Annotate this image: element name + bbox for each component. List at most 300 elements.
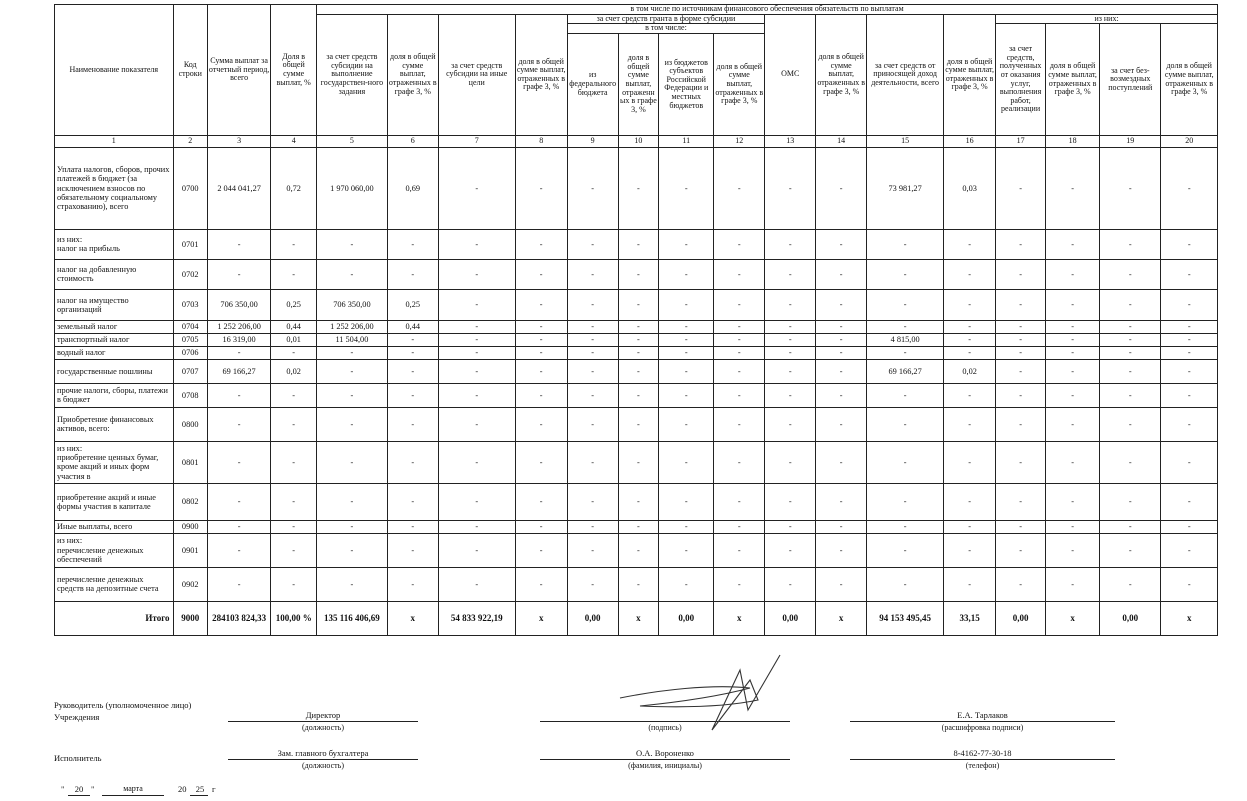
date-year-line <box>190 795 208 796</box>
table-cell: - <box>1100 333 1161 346</box>
row-code: 0802 <box>173 483 207 520</box>
table-cell: - <box>1161 346 1218 359</box>
table-cell: 1 970 060,00 <box>317 147 388 229</box>
column-number: 17 <box>996 135 1046 147</box>
head-position-line <box>228 721 418 722</box>
table-cell: - <box>618 289 659 320</box>
table-cell: - <box>765 147 816 229</box>
table-cell: - <box>207 383 270 407</box>
table-cell: - <box>317 441 388 483</box>
table-cell: - <box>816 441 867 483</box>
table-cell: - <box>317 520 388 533</box>
row-code: 9000 <box>173 601 207 635</box>
table-cell: - <box>765 333 816 346</box>
executor-phone-caption: (телефон) <box>965 761 1000 770</box>
table-cell: - <box>1161 320 1218 333</box>
table-cell: - <box>387 441 438 483</box>
row-code: 0900 <box>173 520 207 533</box>
table-cell: - <box>659 359 714 383</box>
table-cell: - <box>816 229 867 259</box>
column-number: 8 <box>515 135 567 147</box>
table-cell: - <box>387 533 438 567</box>
table-cell: - <box>567 520 618 533</box>
indicator-name: перечисление денежных средств на депозитные счета <box>55 567 174 601</box>
indicator-name: земельный налог <box>55 320 174 333</box>
table-cell: - <box>659 567 714 601</box>
table-cell: - <box>1161 147 1218 229</box>
table-cell: - <box>618 383 659 407</box>
table-cell: - <box>207 407 270 441</box>
table-cell: - <box>765 320 816 333</box>
column-number: 2 <box>173 135 207 147</box>
table-cell: - <box>714 520 765 533</box>
table-row <box>55 567 1218 601</box>
table-cell: - <box>1161 407 1218 441</box>
column-number: 19 <box>1100 135 1161 147</box>
table-cell: - <box>567 483 618 520</box>
table-cell: - <box>438 533 515 567</box>
table-cell: 0,25 <box>271 289 317 320</box>
table-cell: - <box>996 383 1046 407</box>
column-number: 4 <box>271 135 317 147</box>
table-cell: - <box>659 259 714 289</box>
table-cell: - <box>317 259 388 289</box>
table-cell: - <box>1100 289 1161 320</box>
table-cell: - <box>867 320 944 333</box>
column-number: 13 <box>765 135 816 147</box>
header-services: за счет средств, полученных от оказания услуг, выполнения работ, реализации <box>996 24 1046 136</box>
table-cell: - <box>659 520 714 533</box>
indicator-name: из них: приобретение ценных бумаг, кроме акций и иных форм участия в <box>55 441 174 483</box>
table-cell: - <box>515 359 567 383</box>
table-cell: - <box>944 383 996 407</box>
date-suffix: г <box>212 784 216 794</box>
table-cell: 4 815,00 <box>867 333 944 346</box>
table-cell: - <box>996 533 1046 567</box>
table-cell: 0,25 <box>387 289 438 320</box>
table-cell: - <box>765 520 816 533</box>
table-cell: - <box>317 383 388 407</box>
table-cell: - <box>515 483 567 520</box>
table-cell: 54 833 922,19 <box>438 601 515 635</box>
table-cell: - <box>714 407 765 441</box>
table-cell: - <box>1046 567 1100 601</box>
table-cell: 0,03 <box>944 147 996 229</box>
table-row <box>55 601 1218 635</box>
indicator-name: приобретение акций и иные формы участия в капитале <box>55 483 174 520</box>
table-cell: - <box>567 259 618 289</box>
table-cell: - <box>387 383 438 407</box>
table-cell: - <box>659 407 714 441</box>
table-cell: - <box>765 383 816 407</box>
table-cell: - <box>816 483 867 520</box>
table-cell: - <box>1161 289 1218 320</box>
table-cell: - <box>1100 346 1161 359</box>
head-sign-caption: (подпись) <box>648 723 682 732</box>
table-cell: - <box>515 147 567 229</box>
table-cell: 16 319,00 <box>207 333 270 346</box>
header-share-g3: доля в общей сумме выплат, отраженных в графе 3, % <box>1161 24 1218 136</box>
table-cell: 706 350,00 <box>317 289 388 320</box>
table-cell: - <box>659 346 714 359</box>
table-cell: - <box>438 289 515 320</box>
table-cell: - <box>1046 359 1100 383</box>
table-cell: - <box>438 346 515 359</box>
row-code: 0902 <box>173 567 207 601</box>
table-cell: - <box>765 441 816 483</box>
table-cell: - <box>1100 359 1161 383</box>
table-cell: - <box>714 147 765 229</box>
table-cell: - <box>867 346 944 359</box>
header-income: за счет средств от приносящей доход деятельности, всего <box>867 14 944 135</box>
table-cell: - <box>438 359 515 383</box>
table-row <box>55 483 1218 520</box>
table-cell: - <box>387 567 438 601</box>
table-cell: - <box>816 259 867 289</box>
table-cell: - <box>317 346 388 359</box>
table-cell: - <box>944 441 996 483</box>
table-cell: - <box>1161 333 1218 346</box>
head-name-caption: (расшифровка подписи) <box>941 723 1024 732</box>
table-cell: - <box>515 333 567 346</box>
table-cell: 0,00 <box>765 601 816 635</box>
table-cell: - <box>271 533 317 567</box>
table-cell: - <box>1046 533 1100 567</box>
table-cell: - <box>438 483 515 520</box>
head-label-1: Руководитель (уполномоченное лицо) <box>54 700 192 710</box>
table-cell: - <box>271 407 317 441</box>
table-cell: - <box>659 441 714 483</box>
executor-name-line <box>540 759 790 760</box>
table-cell: - <box>567 289 618 320</box>
table-cell: - <box>515 383 567 407</box>
table-cell: - <box>618 320 659 333</box>
table-cell: - <box>271 441 317 483</box>
row-code: 0702 <box>173 259 207 289</box>
report-sheet <box>54 4 1218 636</box>
head-name: Е.А. Тарлаков <box>957 710 1008 720</box>
indicator-name: Иные выплаты, всего <box>55 520 174 533</box>
table-cell: - <box>944 320 996 333</box>
header-federal: из федерального бюджета <box>567 33 618 135</box>
row-code: 0801 <box>173 441 207 483</box>
table-cell: 0,44 <box>387 320 438 333</box>
header-total: Сумма выплат за отчетный период, всего <box>207 5 270 136</box>
table-cell: - <box>944 407 996 441</box>
head-position-caption: (должность) <box>302 723 344 732</box>
table-row <box>55 346 1218 359</box>
row-code: 0701 <box>173 229 207 259</box>
header-grants: за счет без-возмездных поступлений <box>1100 24 1161 136</box>
header-share-g3-short: доля в общей сумме выплат, отраженных в графе 3, % <box>618 33 659 135</box>
handwritten-signature <box>600 650 790 735</box>
table-cell: - <box>944 567 996 601</box>
table-cell: - <box>816 320 867 333</box>
table-cell: - <box>816 407 867 441</box>
header-oms: ОМС <box>765 14 816 135</box>
header-incl: в том числе: <box>567 24 765 34</box>
column-number: 11 <box>659 135 714 147</box>
indicator-name: транспортный налог <box>55 333 174 346</box>
table-cell: 33,15 <box>944 601 996 635</box>
header-share: Доля в общей сумме выплат, % <box>271 5 317 136</box>
table-cell: 11 504,00 <box>317 333 388 346</box>
table-cell: - <box>271 259 317 289</box>
column-number: 7 <box>438 135 515 147</box>
table-cell: - <box>1046 147 1100 229</box>
table-cell: - <box>765 533 816 567</box>
table-cell: - <box>996 483 1046 520</box>
table-cell: - <box>515 407 567 441</box>
header-share-g3: доля в общей сумме выплат, отраженных в графе 3, % <box>944 14 996 135</box>
table-cell: - <box>996 259 1046 289</box>
header-share-g3: доля в общей сумме выплат, отраженных в графе 3, % <box>387 14 438 135</box>
table-cell: - <box>996 289 1046 320</box>
table-row <box>55 289 1218 320</box>
table-cell: - <box>765 259 816 289</box>
table-cell: 0,44 <box>271 320 317 333</box>
indicator-name: водный налог <box>55 346 174 359</box>
date-century: 20 <box>178 784 187 794</box>
table-cell: - <box>944 346 996 359</box>
table-cell: - <box>996 407 1046 441</box>
table-cell: - <box>996 320 1046 333</box>
table-cell: - <box>1161 359 1218 383</box>
indicator-name: государственные пошлины <box>55 359 174 383</box>
table-cell: 706 350,00 <box>207 289 270 320</box>
table-row <box>55 259 1218 289</box>
table-cell: - <box>271 567 317 601</box>
table-cell: - <box>1046 320 1100 333</box>
table-cell: - <box>271 229 317 259</box>
header-code: Код строки <box>173 5 207 136</box>
table-cell: - <box>438 407 515 441</box>
table-cell: - <box>659 483 714 520</box>
table-cell: - <box>271 520 317 533</box>
table-cell: - <box>567 147 618 229</box>
date-month: марта <box>123 784 143 793</box>
table-cell: 100,00 % <box>271 601 317 635</box>
table-cell: - <box>1100 567 1161 601</box>
table-cell: - <box>659 383 714 407</box>
table-cell: x <box>515 601 567 635</box>
table-cell: - <box>1046 383 1100 407</box>
table-cell: x <box>618 601 659 635</box>
header-sources: в том числе по источникам финансового обеспечения обязательств по выплатам <box>317 5 1218 15</box>
table-cell: - <box>1100 259 1161 289</box>
table-cell: - <box>816 567 867 601</box>
column-number: 10 <box>618 135 659 147</box>
table-cell: - <box>618 407 659 441</box>
table-cell: 0,00 <box>1100 601 1161 635</box>
table-cell: - <box>765 407 816 441</box>
table-cell: - <box>659 147 714 229</box>
table-cell: - <box>515 520 567 533</box>
header-name: Наименование показателя <box>55 5 174 136</box>
table-cell: 1 252 206,00 <box>207 320 270 333</box>
table-cell: - <box>944 483 996 520</box>
indicator-name: Приобретение финансовых активов, всего: <box>55 407 174 441</box>
table-cell: - <box>944 520 996 533</box>
table-cell: - <box>1046 333 1100 346</box>
header-state-task: за счет средств субсидии на выполнение государствен-ного задания <box>317 14 388 135</box>
column-number: 18 <box>1046 135 1100 147</box>
executor-position-caption: (должность) <box>302 761 344 770</box>
column-number: 14 <box>816 135 867 147</box>
indicator-name: из них: перечисление денежных обеспечений <box>55 533 174 567</box>
table-cell: - <box>714 383 765 407</box>
table-cell: - <box>867 289 944 320</box>
table-cell: - <box>765 483 816 520</box>
table-cell: - <box>765 289 816 320</box>
table-cell: - <box>438 147 515 229</box>
row-code: 0800 <box>173 407 207 441</box>
header-regional: из бюджетов субъектов Российской Федерации и местных бюджетов <box>659 33 714 135</box>
table-row <box>55 407 1218 441</box>
table-cell: - <box>1100 383 1161 407</box>
table-cell: - <box>714 229 765 259</box>
table-cell: - <box>515 567 567 601</box>
table-cell: - <box>944 229 996 259</box>
table-cell: - <box>567 383 618 407</box>
table-cell: - <box>1046 289 1100 320</box>
table-cell: - <box>867 483 944 520</box>
table-cell: - <box>207 259 270 289</box>
table-cell: - <box>618 333 659 346</box>
table-cell: - <box>1046 346 1100 359</box>
table-cell: - <box>1046 483 1100 520</box>
table-cell: - <box>1046 259 1100 289</box>
table-header <box>55 5 1218 148</box>
table-cell: - <box>1100 147 1161 229</box>
table-cell: - <box>714 320 765 333</box>
table-row <box>55 359 1218 383</box>
table-cell: - <box>765 567 816 601</box>
table-cell: - <box>714 567 765 601</box>
table-cell: - <box>1161 229 1218 259</box>
table-cell: - <box>1046 407 1100 441</box>
row-code: 0708 <box>173 383 207 407</box>
table-cell: - <box>567 567 618 601</box>
indicator-name: из них: налог на прибыль <box>55 229 174 259</box>
date-year: 25 <box>195 784 205 794</box>
executor-position: Зам. главного бухгалтера <box>277 748 369 758</box>
table-cell: - <box>816 383 867 407</box>
table-cell: - <box>207 346 270 359</box>
table-cell: - <box>618 441 659 483</box>
table-cell: - <box>765 229 816 259</box>
table-cell: - <box>515 229 567 259</box>
table-cell: - <box>317 229 388 259</box>
table-cell: 0,02 <box>271 359 317 383</box>
table-cell: - <box>207 483 270 520</box>
executor-position-line <box>228 759 418 760</box>
table-cell: 135 116 406,69 <box>317 601 388 635</box>
table-cell: - <box>387 346 438 359</box>
table-cell: - <box>996 229 1046 259</box>
table-cell: - <box>271 346 317 359</box>
table-cell: - <box>1100 441 1161 483</box>
row-code: 0706 <box>173 346 207 359</box>
table-cell: - <box>996 441 1046 483</box>
table-cell: - <box>271 383 317 407</box>
table-cell: - <box>659 320 714 333</box>
column-number: 16 <box>944 135 996 147</box>
table-cell: - <box>438 333 515 346</box>
header-share-g3: доля в общей сумме выплат, отраженных в графе 3, % <box>816 14 867 135</box>
column-numbers-row <box>55 135 1218 147</box>
date-day-line <box>68 795 90 796</box>
table-row <box>55 320 1218 333</box>
table-cell: 2 044 041,27 <box>207 147 270 229</box>
table-cell: - <box>207 229 270 259</box>
table-cell: - <box>816 359 867 383</box>
executor-phone-line <box>850 759 1115 760</box>
table-cell: - <box>944 533 996 567</box>
table-row <box>55 383 1218 407</box>
table-cell: - <box>867 533 944 567</box>
date-quote-close: " <box>91 784 95 794</box>
header-share-g3: доля в общей сумме выплат, отраженных в графе 3, % <box>714 33 765 135</box>
table-cell: - <box>618 147 659 229</box>
table-cell: - <box>438 383 515 407</box>
table-cell: - <box>1161 533 1218 567</box>
column-number: 1 <box>55 135 174 147</box>
table-cell: - <box>207 441 270 483</box>
table-cell: - <box>438 229 515 259</box>
table-cell: - <box>714 259 765 289</box>
table-cell: - <box>714 359 765 383</box>
table-cell: - <box>618 359 659 383</box>
table-cell: - <box>387 359 438 383</box>
column-number: 9 <box>567 135 618 147</box>
table-cell: - <box>1161 567 1218 601</box>
table-cell: - <box>659 533 714 567</box>
header-grant: за счет средств гранта в форме субсидии <box>567 14 765 24</box>
table-cell: - <box>996 346 1046 359</box>
table-cell: - <box>387 333 438 346</box>
table-cell: - <box>618 483 659 520</box>
table-cell: 284103 824,33 <box>207 601 270 635</box>
table-cell: - <box>867 441 944 483</box>
table-cell: 0,00 <box>659 601 714 635</box>
indicator-name: Уплата налогов, сборов, прочих платежей в бюджет (за исключением взносов по обязательному социальному страхованию), всего <box>55 147 174 229</box>
column-number: 5 <box>317 135 388 147</box>
table-cell: - <box>567 359 618 383</box>
head-label-2: Учреждения <box>54 712 100 722</box>
table-cell: - <box>618 229 659 259</box>
indicator-name: Итого <box>55 601 174 635</box>
table-cell: - <box>996 359 1046 383</box>
table-cell: 0,01 <box>271 333 317 346</box>
table-cell: - <box>714 289 765 320</box>
table-cell: - <box>438 441 515 483</box>
table-cell: x <box>816 601 867 635</box>
table-cell: 0,00 <box>996 601 1046 635</box>
payments-table <box>54 4 1218 636</box>
table-cell: x <box>1161 601 1218 635</box>
row-code: 0901 <box>173 533 207 567</box>
table-cell: - <box>1100 520 1161 533</box>
table-row <box>55 229 1218 259</box>
indicator-name: прочие налоги, сборы, платежи в бюджет <box>55 383 174 407</box>
table-cell: - <box>1046 229 1100 259</box>
table-cell: - <box>317 533 388 567</box>
table-cell: - <box>567 346 618 359</box>
table-cell: - <box>714 333 765 346</box>
table-cell: - <box>567 533 618 567</box>
row-code: 0707 <box>173 359 207 383</box>
